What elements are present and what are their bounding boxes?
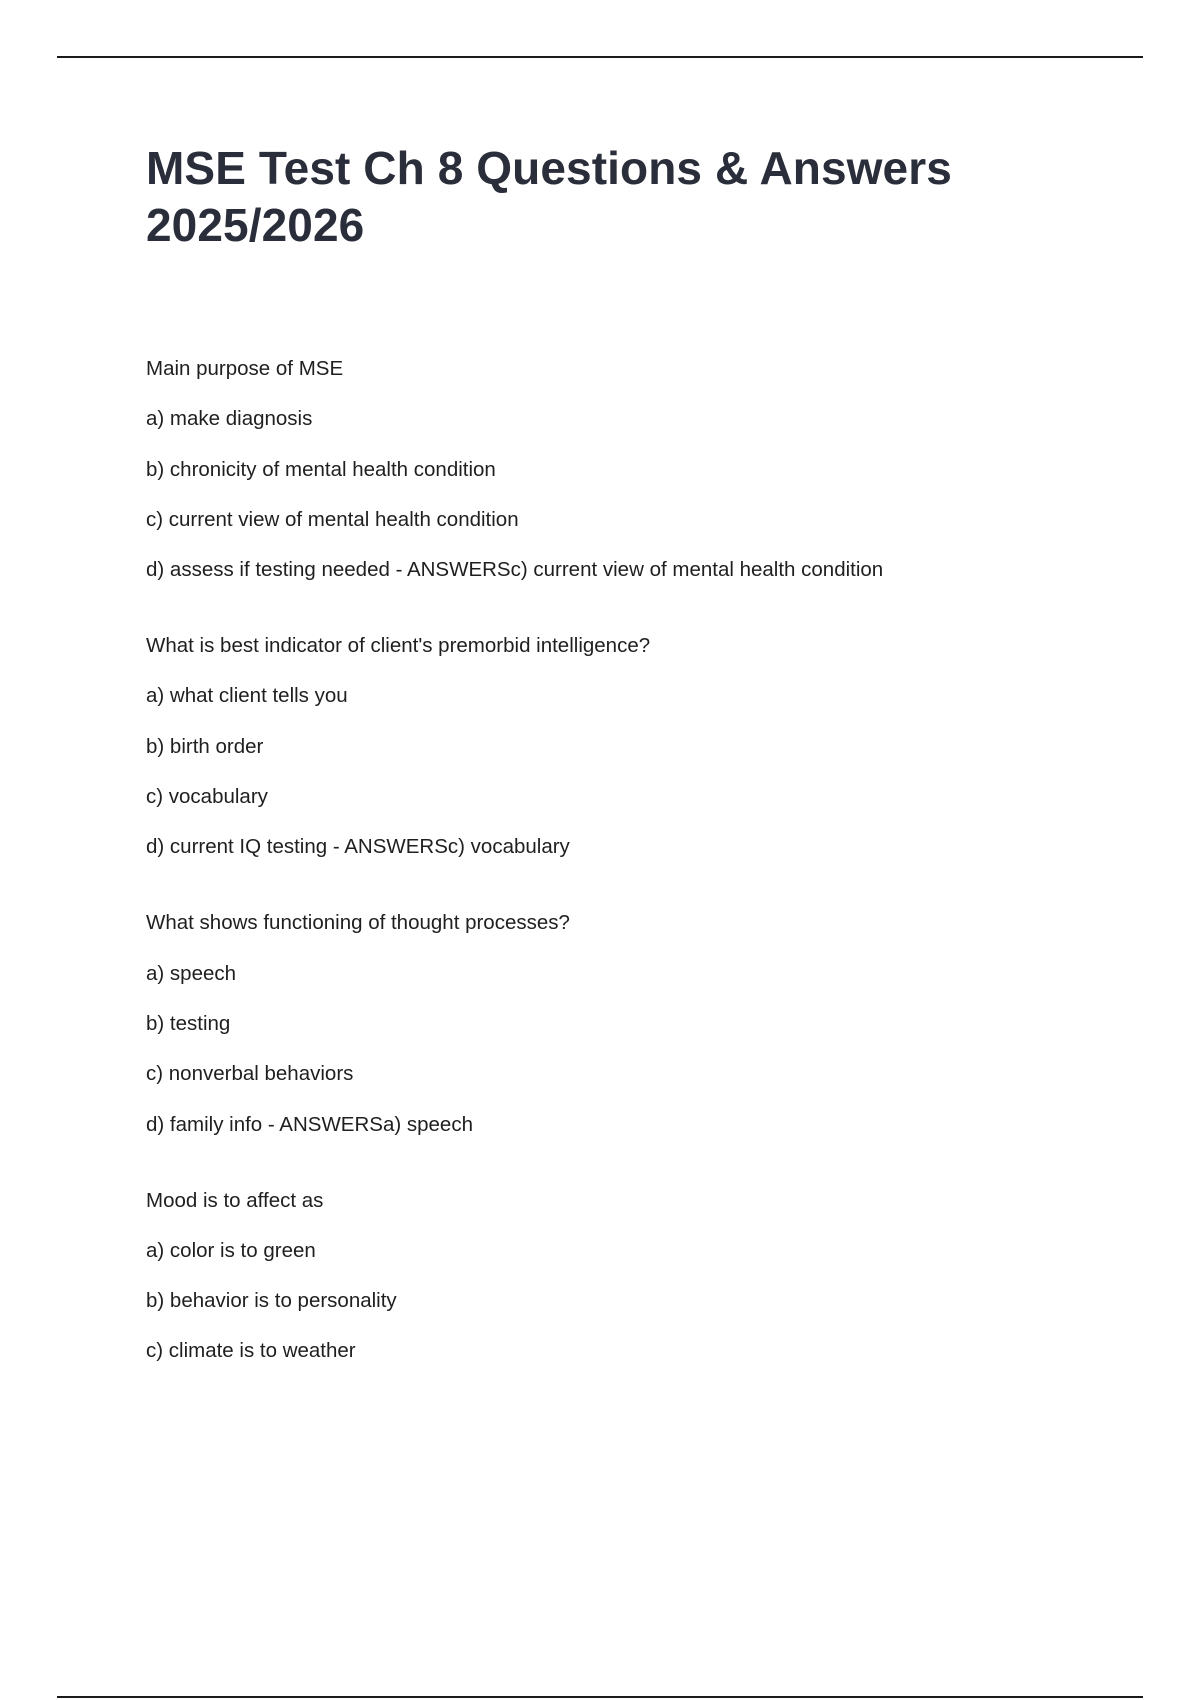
answer-option: c) vocabulary <box>146 785 268 809</box>
question-block <box>146 633 1106 860</box>
question-prompt: What is best indicator of client's premorbid intelligence? <box>146 634 651 658</box>
question-block <box>146 1188 1106 1365</box>
answer-option: c) nonverbal behaviors <box>146 1062 354 1086</box>
top-rule <box>57 56 1143 58</box>
document-title <box>146 140 1106 254</box>
answer-option: a) speech <box>146 961 237 985</box>
question-block <box>146 356 1106 583</box>
answer-option: a) make diagnosis <box>146 407 313 431</box>
question-list <box>146 356 1106 1364</box>
bottom-rule <box>57 1696 1143 1698</box>
question-block <box>146 910 1106 1137</box>
answer-option: a) color is to green <box>146 1238 316 1262</box>
question-prompt: Main purpose of MSE <box>146 357 344 380</box>
question-prompt: Mood is to affect as <box>146 1188 324 1212</box>
document-title-line-1: MSE Test Ch 8 Questions & Answers <box>146 142 952 194</box>
answer-option: b) chronicity of mental health condition <box>146 457 496 481</box>
answer-option: c) climate is to weather <box>146 1339 356 1363</box>
answer-option: b) birth order <box>146 734 264 758</box>
answer-option: c) current view of mental health condition <box>146 507 519 531</box>
answer-option-with-answer: d) family info - ANSWERSa) speech <box>146 1112 473 1136</box>
question-prompt: What shows functioning of thought processes? <box>146 911 570 935</box>
document-title-line-2: 2025/2026 <box>146 199 365 251</box>
answer-option: b) testing <box>146 1011 231 1035</box>
answer-option: a) what client tells you <box>146 684 348 708</box>
answer-option: b) behavior is to personality <box>146 1289 397 1313</box>
page-content <box>146 140 1106 1414</box>
answer-option-with-answer: d) assess if testing needed - ANSWERSc) current view of mental health condition <box>146 558 884 582</box>
answer-option-with-answer: d) current IQ testing - ANSWERSc) vocabulary <box>146 835 570 859</box>
